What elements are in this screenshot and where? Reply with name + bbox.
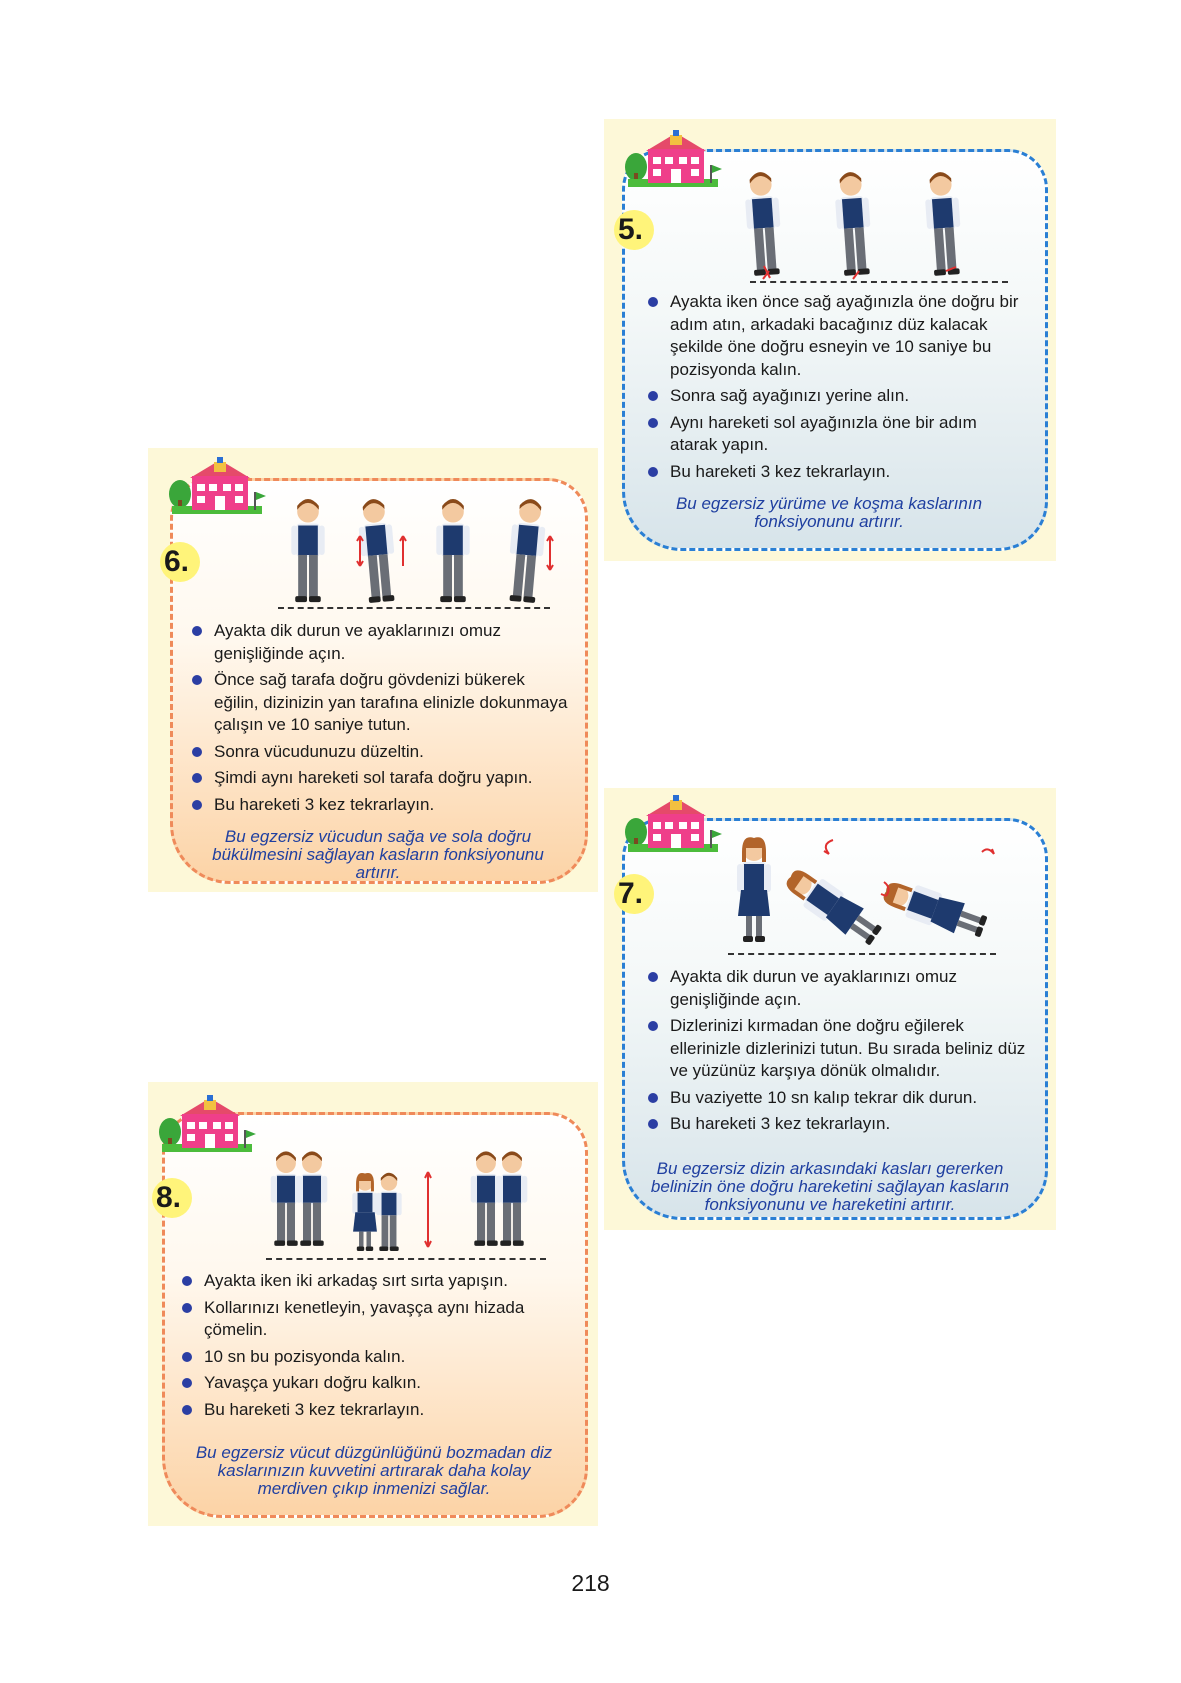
exercise-benefit-note: Bu egzersiz dizin arkasındaki kasları gererken belinizin öne doğru hareketini sağlayan kasların fonksiyonunu ve hareketini artırır. [650, 1159, 1010, 1214]
ground-line [266, 1258, 546, 1260]
exercise-5-figures-illustration [724, 171, 1014, 283]
list-item: Bu hareketi 3 kez tekrarlayın. [646, 461, 1026, 484]
bullet-icon [192, 800, 202, 810]
instruction-list [646, 966, 1026, 1140]
list-item: Bu hareketi 3 kez tekrarlayın. [646, 1113, 1026, 1136]
bullet-icon [648, 1093, 658, 1103]
list-item: Sonra sağ ayağınızı yerine alın. [646, 385, 1026, 408]
list-item: Önce sağ tarafa doğru gövdenizi bükerek eğilin, dizinizin yan tarafına elinizle dokunmaya çalışın ve 10 saniye tutun. [190, 669, 572, 737]
school-icon [168, 456, 268, 516]
exercise-benefit-note: Bu egzersiz vücut düzgünlüğünü bozmadan diz kaslarınızın kuvvetini artırarak daha kolay merdiven çıkıp inmenizi sağlar. [195, 1443, 553, 1498]
exercise-card-7 [604, 788, 1056, 1230]
exercise-7-figures-illustration [724, 832, 1014, 952]
exercise-number-badge: 7. [614, 874, 654, 914]
list-item: Sonra vücudunuzu düzeltin. [190, 741, 572, 764]
list-item: Kollarınızı kenetleyin, yavaşça aynı hizada çömelin. [180, 1297, 572, 1342]
bullet-icon [192, 675, 202, 685]
bullet-icon [182, 1303, 192, 1313]
instruction-list [180, 1270, 572, 1425]
school-icon [624, 129, 724, 189]
bullet-icon [192, 626, 202, 636]
bullet-icon [648, 972, 658, 982]
page-number: 218 [571, 1570, 610, 1596]
list-item: Bu hareketi 3 kez tekrarlayın. [190, 794, 572, 817]
exercise-card-8 [148, 1082, 598, 1526]
list-item: Ayakta dik durun ve ayaklarınızı omuz genişliğinde açın. [646, 966, 1026, 1011]
exercise-number-badge: 5. [614, 210, 654, 250]
list-item: Bu hareketi 3 kez tekrarlayın. [180, 1399, 572, 1422]
school-icon [158, 1094, 258, 1154]
instruction-list [190, 620, 572, 820]
list-item: 10 sn bu pozisyonda kalın. [180, 1346, 572, 1369]
list-item: Ayakta iken önce sağ ayağınızla öne doğru bir adım atın, arkadaki bacağınız düz kalacak şekilde öne doğru esneyin ve 10 saniye bu pozisyonda kalın. [646, 291, 1026, 381]
bullet-icon [648, 391, 658, 401]
list-item: Şimdi aynı hareketi sol tarafa doğru yapın. [190, 767, 572, 790]
exercise-8-figures-illustration [268, 1142, 548, 1258]
list-item: Ayakta dik durun ve ayaklarınızı omuz genişliğinde açın. [190, 620, 572, 665]
instruction-list [646, 291, 1026, 487]
bullet-icon [192, 747, 202, 757]
bullet-icon [182, 1276, 192, 1286]
ground-line [278, 607, 550, 609]
school-icon [624, 794, 724, 854]
bullet-icon [648, 297, 658, 307]
bullet-icon [182, 1405, 192, 1415]
ground-line [728, 953, 996, 955]
list-item: Ayakta iken iki arkadaş sırt sırta yapışın. [180, 1270, 572, 1293]
bullet-icon [648, 1021, 658, 1031]
bullet-icon [648, 1119, 658, 1129]
exercise-card-6 [148, 448, 598, 892]
list-item: Aynı hareketi sol ayağınızla öne bir adım atarak yapın. [646, 412, 1026, 457]
exercise-number-badge: 8. [152, 1178, 192, 1218]
exercise-number-badge: 6. [160, 542, 200, 582]
bullet-icon [182, 1378, 192, 1388]
bullet-icon [182, 1352, 192, 1362]
ground-line [750, 281, 1008, 283]
list-item: Yavaşça yukarı doğru kalkın. [180, 1372, 572, 1395]
exercise-benefit-note: Bu egzersiz yürüme ve koşma kaslarının fonksiyonunu artırır. [675, 494, 983, 531]
list-item: Dizlerinizi kırmadan öne doğru eğilerek ellerinizle dizlerinizi tutun. Bu sırada beliniz düz ve yüzünüz karşıya dönük olmalıdır. [646, 1015, 1026, 1083]
exercise-6-figures-illustration [288, 496, 578, 608]
bullet-icon [192, 773, 202, 783]
exercise-card-5 [604, 119, 1056, 561]
list-item: Bu vaziyette 10 sn kalıp tekrar dik durun. [646, 1087, 1026, 1110]
bullet-icon [648, 467, 658, 477]
exercise-benefit-note: Bu egzersiz vücudun sağa ve sola doğru bükülmesini sağlayan kasların fonksiyonunu artırır. [212, 827, 544, 882]
bullet-icon [648, 418, 658, 428]
